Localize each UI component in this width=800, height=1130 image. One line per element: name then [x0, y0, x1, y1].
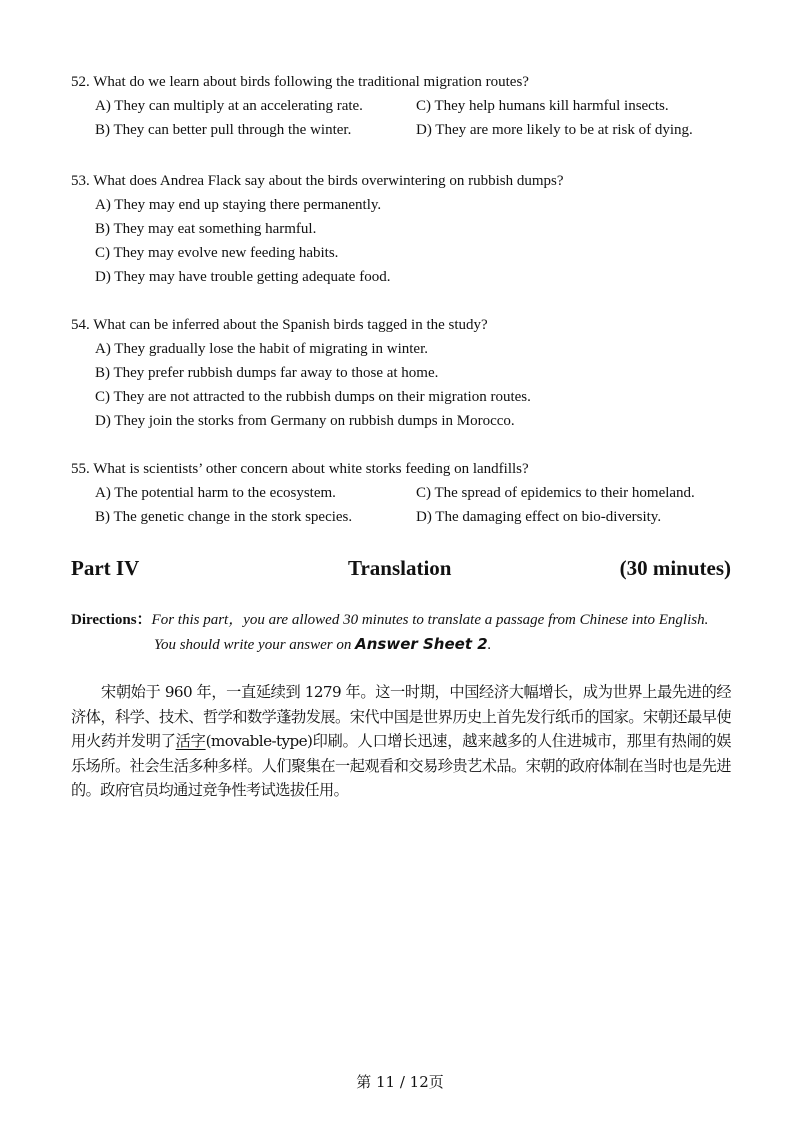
page-number: 第 11 / 12页 — [356, 1073, 444, 1091]
part-title: Translation — [348, 556, 452, 580]
question-53 — [71, 169, 751, 289]
options-list — [71, 193, 751, 289]
option-a: A) They can multiply at an accelerating rate. — [95, 98, 363, 114]
passage-underlined-term: 活字 — [175, 732, 206, 750]
option-d: D) They join the storks from Germany on rubbish dumps in Morocco. — [95, 413, 515, 429]
option-c: C) They are not attracted to the rubbish dumps on their migration routes. — [95, 389, 531, 405]
options-grid — [71, 481, 751, 529]
directions-label: Directions： — [71, 612, 152, 628]
directions-line-2 — [71, 632, 741, 657]
translation-passage — [71, 680, 731, 803]
passage-text-after: (movable-type)印刷。人口增长迅速，越来越多的人住进城市，那里有热闹的娱乐场所。社会生活多种多样。人们聚集在一起观看和交易珍贵艺术品。宋朝的政府体制在当时也是先进的。政府官员均通过竞争性考试选拔任用。 — [71, 732, 731, 799]
answer-sheet-label: Answer Sheet 2 — [355, 635, 488, 653]
option-c: C) They help humans kill harmful insects. — [416, 98, 669, 114]
option-d: D) They are more likely to be at risk of dying. — [416, 122, 693, 138]
question-stem: 54. What can be inferred about the Spanish birds tagged in the study? — [71, 317, 488, 333]
option-c: C) The spread of epidemics to their homeland. — [416, 485, 695, 501]
option-b: B) They may eat something harmful. — [95, 221, 317, 237]
directions-text-2: You should write your answer on — [154, 637, 356, 653]
question-52 — [71, 70, 751, 142]
options-list — [71, 337, 751, 433]
option-b: B) They prefer rubbish dumps far away to those at home. — [95, 365, 439, 381]
option-b: B) They can better pull through the winter. — [95, 122, 352, 138]
directions-period: . — [487, 637, 492, 653]
option-b: B) The genetic change in the stork species. — [95, 509, 353, 525]
passage-text-before: 宋朝始于 960 年，一直延续到 1279 年。这一时期，中国经济大幅增长，成为世界上最先进的经济体，科学、技术、哲学和数学蓬勃发展。宋代中国是世界历史上首先发行纸币的国家。宋朝还最早使用火药并发明了 — [71, 683, 731, 750]
option-a: A) They may end up staying there permanently. — [95, 197, 382, 213]
question-stem: 55. What is scientists’ other concern about white storks feeding on landfills? — [71, 461, 529, 477]
question-54 — [71, 313, 751, 433]
part-name: Part IV — [71, 556, 140, 580]
option-c: C) They may evolve new feeding habits. — [95, 245, 339, 261]
option-d: D) They may have trouble getting adequate food. — [95, 269, 391, 285]
question-stem: 52. What do we learn about birds following the traditional migration routes? — [71, 74, 529, 90]
option-a: A) The potential harm to the ecosystem. — [95, 485, 336, 501]
part-header — [71, 556, 731, 586]
option-d: D) The damaging effect on bio-diversity. — [416, 509, 662, 525]
question-stem: 53. What does Andrea Flack say about the birds overwintering on rubbish dumps? — [71, 173, 564, 189]
question-55 — [71, 457, 751, 529]
directions-text-1: For this part，you are allowed 30 minutes to translate a passage from Chinese into English. — [151, 612, 709, 628]
directions-line-1 — [71, 608, 741, 632]
options-grid — [71, 94, 751, 142]
part-time: (30 minutes) — [619, 556, 731, 580]
option-a: A) They gradually lose the habit of migrating in winter. — [95, 341, 428, 357]
directions — [71, 608, 741, 657]
